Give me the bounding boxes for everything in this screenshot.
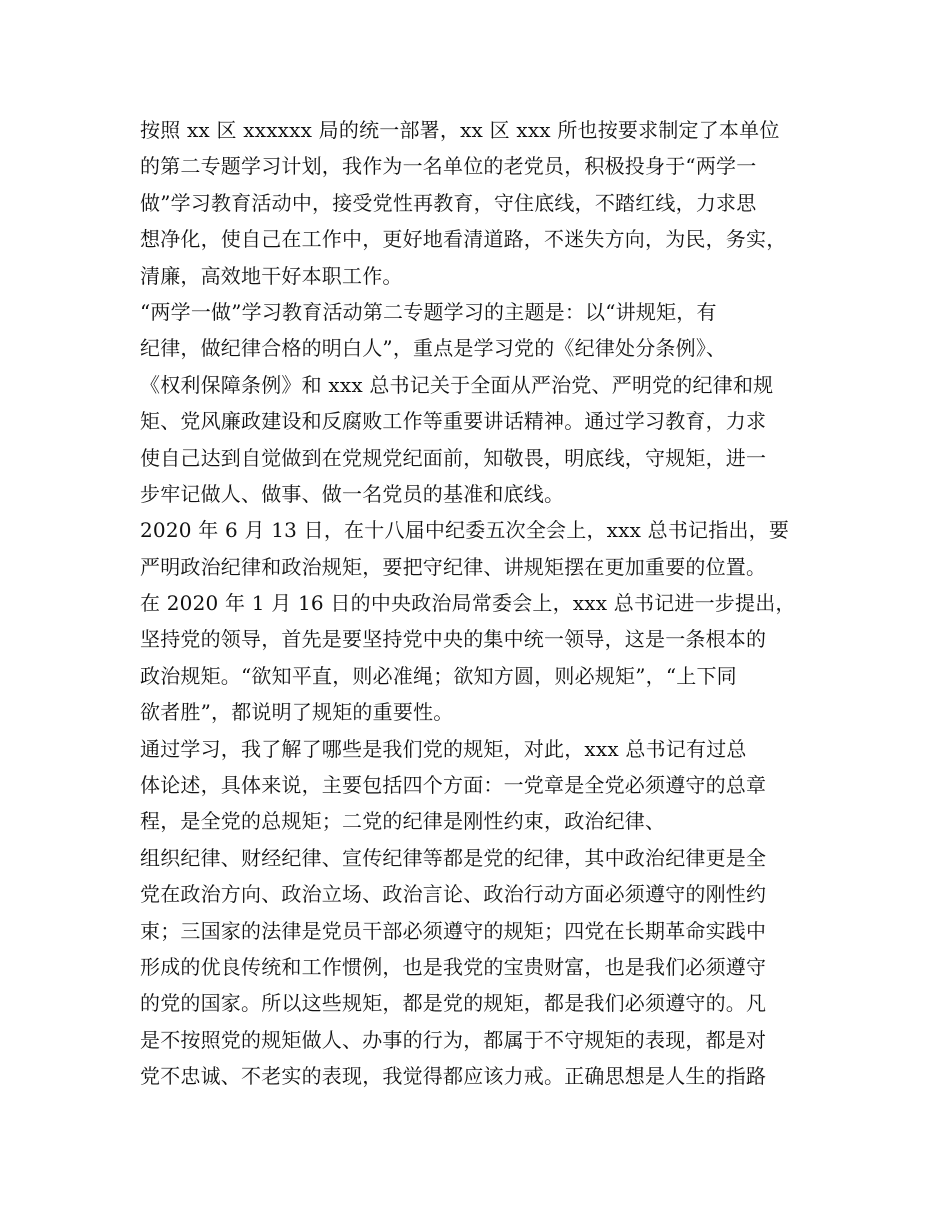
text-line: 2020 年 6 月 13 日，在十八届中纪委五次全会上，xxx 总书记指出，要	[140, 518, 790, 543]
text-line: 束；三国家的法律是党员干部必须遵守的规矩；四党在长期革命实践中	[140, 918, 767, 943]
text-line: 欲者胜”，都说明了规矩的重要性。	[140, 700, 454, 725]
text-line: 是不按照党的规矩做人、办事的行为，都属于不守规矩的表现，都是对	[140, 1027, 767, 1052]
text-line: 严明政治纪律和政治规矩，要把守纪律、讲规矩摆在更加重要的位置。	[140, 554, 767, 579]
text-line: 《权利保障条例》和 xxx 总书记关于全面从严治党、严明党的纪律和规	[140, 372, 774, 397]
text-line: 的党的国家。所以这些规矩，都是党的规矩，都是我们必须遵守的。凡	[140, 991, 767, 1016]
document-body	[140, 112, 815, 1095]
text-line: 在 2020 年 1 月 16 日的中央政治局常委会上，xxx 总书记进一步提出，	[140, 591, 796, 616]
text-line: 政治规矩。“欲知平直，则必准绳；欲知方圆，则必规矩”，“上下同	[140, 663, 737, 688]
text-line: 组织纪律、财经纪律、宣传纪律等都是党的纪律，其中政治纪律更是全	[140, 845, 767, 870]
text-line: 按照 xx 区 xxxxxx 局的统一部署，xx 区 xxx 所也按要求制定了本单位	[140, 118, 780, 142]
text-line: 矩、党风廉政建设和反腐败工作等重要讲话精神。通过学习教育，力求	[140, 409, 767, 434]
text-line: 想净化，使自己在工作中，更好地看清道路，不迷失方向，为民，务实，	[140, 227, 787, 252]
text-line: 的第二专题学习计划，我作为一名单位的老党员，积极投身于“两学一	[140, 154, 757, 179]
text-line: 通过学习，我了解了哪些是我们党的规矩，对此，xxx 总书记有过总	[140, 736, 747, 761]
text-line: 纪律，做纪律合格的明白人”，重点是学习党的《纪律处分条例》、	[140, 336, 727, 361]
text-line: 清廉，高效地干好本职工作。	[140, 263, 403, 288]
text-line: 党不忠诚、不老实的表现，我觉得都应该力戒。正确思想是人生的指路	[140, 1064, 767, 1089]
text-line: “两学一做”学习教育活动第二专题学习的主题是：以“讲规矩，有	[140, 299, 717, 324]
text-line: 做”学习教育活动中，接受党性再教育，守住底线，不踏红线，力求思	[140, 190, 757, 215]
text-line: 程，是全党的总规矩；二党的纪律是刚性约束，政治纪律、	[140, 809, 666, 834]
text-line: 使自己达到自觉做到在党规党纪面前，知敬畏，明底线，守规矩，进一	[140, 445, 767, 470]
text-line: 形成的优良传统和工作惯例，也是我党的宝贵财富，也是我们必须遵守	[140, 954, 767, 979]
text-line: 步牢记做人、做事、做一名党员的基准和底线。	[140, 481, 565, 506]
text-line: 体论述，具体来说，主要包括四个方面：一党章是全党必须遵守的总章	[140, 773, 767, 798]
text-line: 党在政治方向、政治立场、政治言论、政治行动方面必须遵守的刚性约	[140, 882, 767, 907]
text-line: 坚持党的领导，首先是要坚持党中央的集中统一领导，这是一条根本的	[140, 627, 767, 652]
